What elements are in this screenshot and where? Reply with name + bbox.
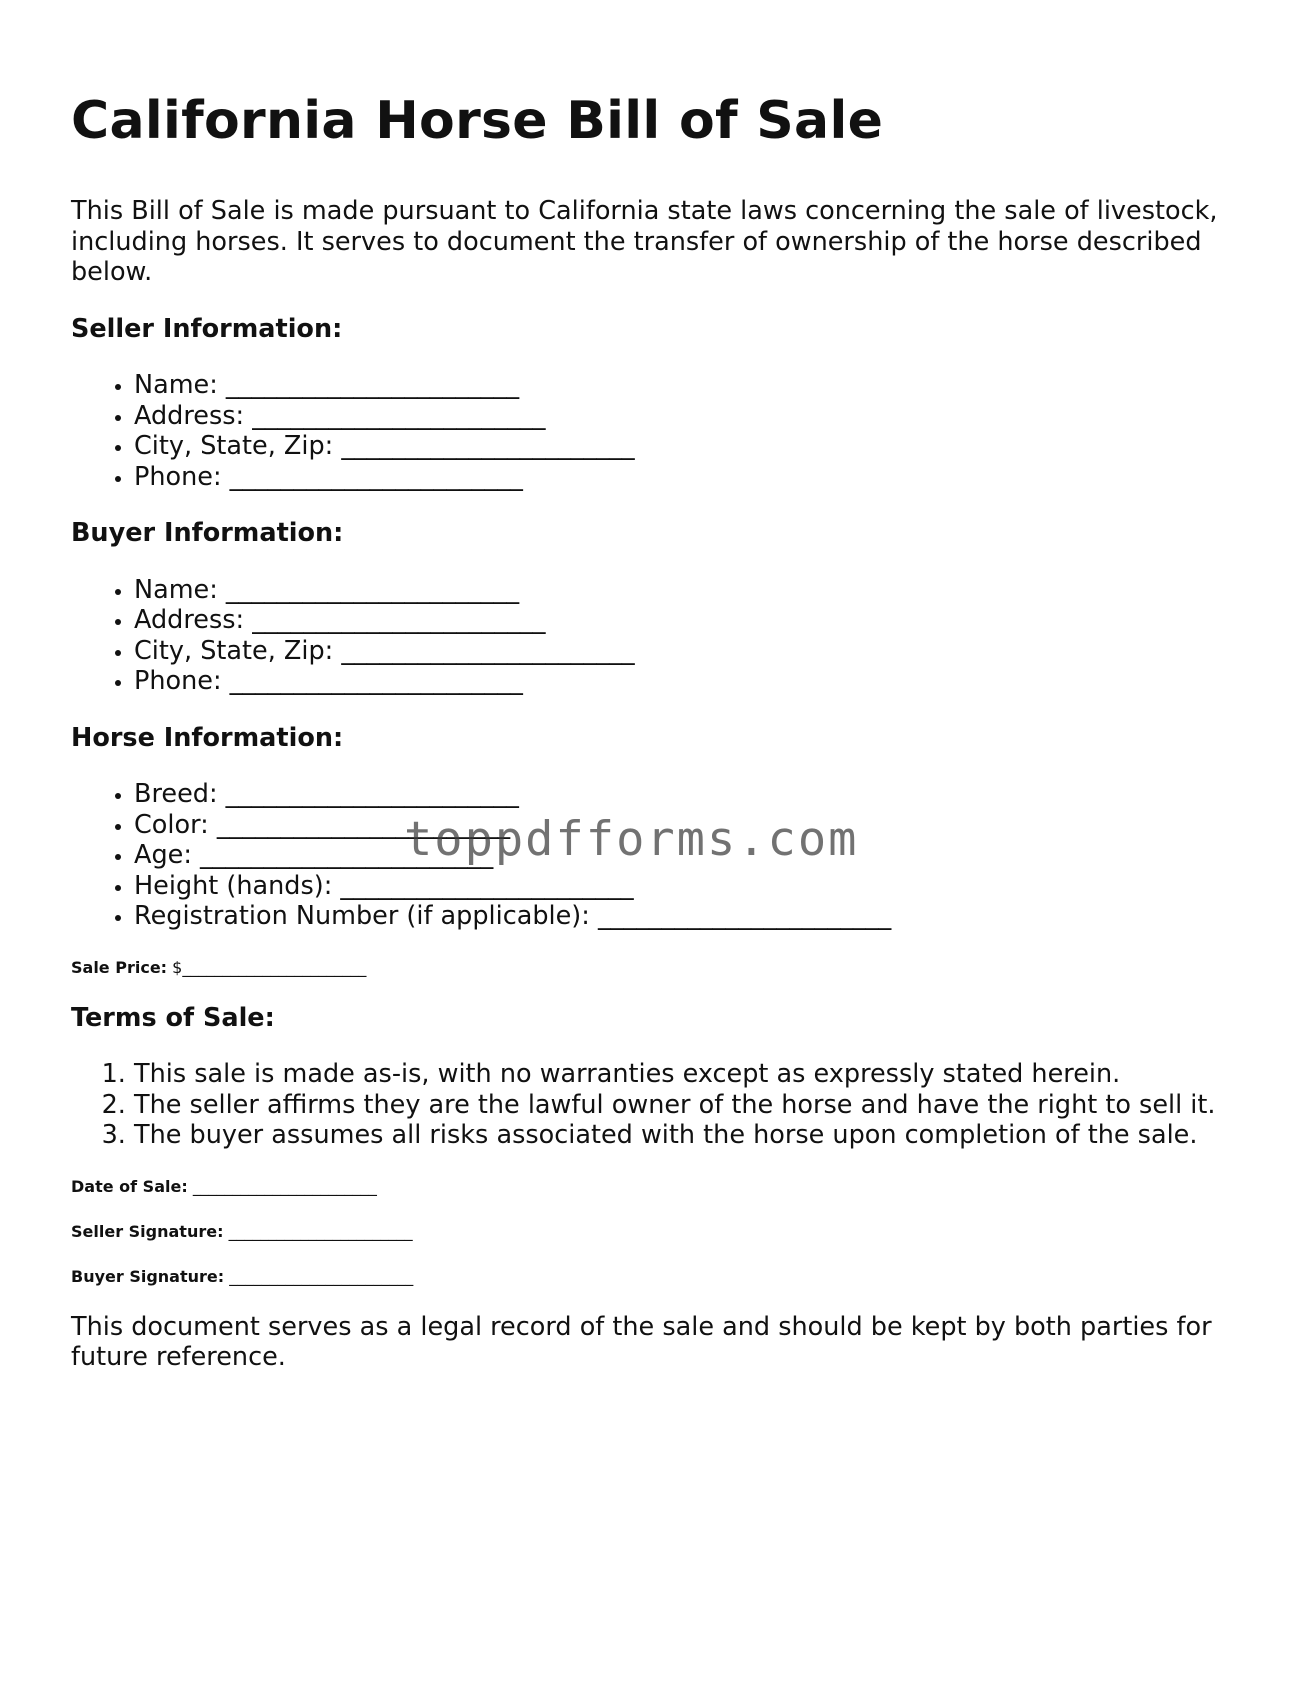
document-page [71, 86, 1251, 1373]
horse-color-field[interactable]: • Color: _______________________ [134, 810, 1251, 841]
buyer-information-heading: Buyer Information: [71, 518, 344, 548]
sale-price-blank[interactable]: $_______________________ [172, 957, 367, 977]
terms-of-sale-heading: Terms of Sale: [71, 1002, 275, 1033]
seller-address-field[interactable]: • Address: _______________________ [134, 401, 1251, 432]
terms-item: 3. The buyer assumes all risks associated with the horse upon completion of the sale. [134, 1120, 1251, 1151]
buyer-address-field[interactable]: • Address: _______________________ [134, 605, 1251, 636]
horse-information-heading: Horse Information: [71, 722, 344, 753]
buyer-signature-row[interactable] [71, 1267, 1251, 1286]
terms-of-sale-list [71, 1059, 1251, 1151]
closing-paragraph: This document serves as a legal record of the sale and should be kept by both parties for future reference. [71, 1311, 1212, 1372]
date-of-sale-row[interactable] [71, 1177, 1251, 1196]
terms-item: 1. This sale is made as-is, with no warranties except as expressly stated herein. [134, 1059, 1251, 1090]
seller-city-state-zip-field[interactable]: • City, State, Zip: _______________________ [134, 431, 1251, 462]
seller-information-list [71, 370, 1251, 492]
horse-height-field[interactable]: • Height (hands): _______________________ [134, 871, 1251, 902]
seller-signature-row[interactable] [71, 1222, 1251, 1241]
buyer-information-list [71, 575, 1251, 697]
date-of-sale-label: Date of Sale: [71, 1176, 188, 1196]
buyer-name-field[interactable]: • Name: _______________________ [134, 575, 1251, 606]
intro-paragraph: This Bill of Sale is made pursuant to California state laws concerning the sale of livestock, including horses. It serves to document the transfer of ownership of the horse described below. [71, 196, 1218, 287]
sale-price-row[interactable] [71, 958, 1251, 977]
buyer-city-state-zip-field[interactable]: • City, State, Zip: _______________________ [134, 636, 1251, 667]
seller-name-field[interactable]: • Name: _______________________ [134, 370, 1251, 401]
date-of-sale-blank[interactable]: _______________________ [192, 1176, 377, 1196]
seller-phone-field[interactable]: • Phone: _______________________ [134, 462, 1251, 493]
horse-age-field[interactable]: • Age: _______________________ [134, 840, 1251, 871]
terms-item: 2. The seller affirms they are the lawful owner of the horse and have the right to sell it. [134, 1090, 1251, 1121]
sale-price-label: Sale Price: [71, 957, 168, 977]
seller-information-heading: Seller Information: [71, 313, 343, 344]
seller-signature-label: Seller Signature: [71, 1221, 224, 1241]
watermark-text: toppdfforms.com [404, 812, 859, 867]
horse-registration-number-field[interactable]: • Registration Number (if applicable): _______________________ [134, 901, 1251, 932]
buyer-phone-field[interactable]: • Phone: _______________________ [134, 666, 1251, 697]
page-title: California Horse Bill of Sale [71, 91, 884, 151]
seller-signature-blank[interactable]: _______________________ [228, 1221, 413, 1241]
buyer-signature-blank[interactable]: _______________________ [229, 1266, 414, 1286]
buyer-signature-label: Buyer Signature: [71, 1266, 225, 1286]
horse-breed-field[interactable]: • Breed: _______________________ [134, 779, 1251, 810]
